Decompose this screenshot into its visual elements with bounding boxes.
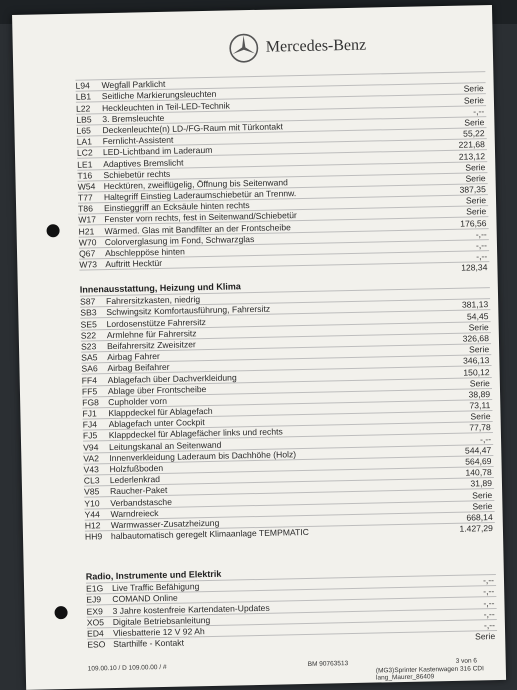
option-description: Wärmed. Glas mit Bandfilter an der Frontscheibe	[104, 221, 291, 236]
brand-logo	[227, 30, 366, 65]
option-description: Wegfall Parklicht	[101, 79, 166, 91]
option-description: Klappdeckel für Ablagefächer links und rechts	[108, 426, 283, 441]
punch-hole	[46, 224, 59, 237]
option-description: Hecktüren, zweiflügelig, Öffnung bis Seitenwand	[103, 177, 288, 192]
option-code: E1G	[85, 583, 104, 594]
option-description: Ablagefach über Dachverkleidung	[107, 371, 237, 385]
option-description: Fenster vorn rechts, fest in Seitenwand/Schiebetür	[104, 210, 297, 225]
brand-name: Mercedes-Benz	[265, 36, 367, 56]
option-description: Vliesbatterie 12 V 92 Ah	[112, 626, 205, 638]
option-description: Einstieggriff an Ecksäule hinten rechts	[104, 200, 250, 214]
option-price: 564,69	[465, 456, 492, 467]
option-code: LC2	[76, 147, 93, 159]
option-description: Haltegriff Einstieg Laderaumschiebetür an Trennw.	[103, 188, 297, 203]
option-description: Adaptives Bremslicht	[103, 156, 184, 169]
option-description: Lordosenstütze Fahrersitz	[106, 316, 206, 329]
punch-hole	[54, 606, 67, 619]
option-description: Klappdeckel für Ablagefach	[108, 405, 213, 419]
option-price: 346,13	[462, 355, 490, 366]
section-title-electrics: Radio, Instrumente und Elektrik	[85, 568, 222, 582]
option-price: 54,45	[466, 310, 489, 322]
option-code: L94	[75, 80, 90, 91]
option-description: Schwingsitz Komfortausführung, Fahrersitz	[106, 304, 271, 318]
option-description: Airbag Fahrer	[107, 351, 160, 363]
option-price: 73,11	[469, 400, 491, 411]
option-description: Cupholder vorn	[108, 395, 168, 407]
footer-model: (MG3)Sprinter Kastenwagen 316 CDI lang_Maurer_86409	[375, 665, 484, 682]
option-description: Starthilfe - Kontakt	[113, 637, 185, 650]
option-price: Serie	[468, 321, 489, 333]
option-code: ED4	[86, 628, 104, 639]
option-price: Serie	[464, 117, 485, 128]
option-description: Airbag Beifahrer	[107, 362, 170, 374]
option-price: 176,56	[460, 217, 487, 229]
option-price: -,--	[483, 608, 495, 620]
option-code: LB5	[76, 114, 92, 125]
option-code: HH9	[84, 531, 103, 542]
option-code: T77	[77, 192, 93, 203]
option-price: Serie	[463, 94, 485, 106]
option-price: Serie	[472, 500, 493, 512]
option-code: S87	[79, 296, 96, 307]
options-list-exterior	[75, 71, 489, 281]
option-description: Innenverkleidung Laderaum bis Dachhöhe (Holz)	[109, 448, 297, 463]
option-description: Warndreieck	[110, 507, 159, 519]
option-price: 213,12	[458, 150, 486, 162]
option-description: Digitale Betriebsanleitung	[112, 614, 211, 627]
option-code: T86	[78, 203, 94, 214]
option-code: H12	[84, 520, 101, 531]
option-code: CL3	[83, 475, 100, 486]
option-description: Warmwasser-Zusatzheizung	[110, 517, 220, 531]
option-code: XO5	[86, 616, 105, 628]
option-price: 140,78	[465, 467, 492, 478]
option-price: Serie	[463, 83, 484, 94]
option-code: SB3	[80, 307, 97, 319]
option-code: FF5	[81, 386, 98, 397]
option-code: V94	[83, 441, 99, 453]
option-code: EJ9	[86, 594, 102, 605]
option-code: W70	[78, 237, 97, 248]
option-price: 668,14	[466, 512, 493, 523]
option-price: 31,89	[470, 478, 493, 489]
option-price: Serie	[470, 411, 491, 422]
option-code: T16	[77, 170, 93, 181]
option-price: 1.427,29	[459, 523, 494, 534]
option-price: Serie	[465, 173, 486, 184]
option-code: L22	[75, 102, 91, 114]
option-code: LA1	[76, 136, 93, 147]
option-price: Serie	[465, 195, 487, 206]
option-description: Colorverglasung im Fond, Schwarzglas	[104, 233, 255, 247]
option-description: halbautomatisch geregelt Klimaanlage TEMPMATIC	[110, 527, 309, 542]
option-price: -,--	[479, 433, 492, 444]
option-price: Serie	[468, 344, 490, 355]
option-code: L65	[76, 125, 91, 136]
option-price: 55,22	[463, 128, 485, 139]
option-code: SE5	[80, 318, 97, 330]
option-price: -,--	[482, 575, 495, 586]
option-price: Serie	[472, 489, 493, 501]
footer-reference: 109.00.10 / D 109.00.00 / #	[87, 663, 167, 673]
options-list-electrics	[86, 574, 497, 650]
option-code: FF4	[81, 374, 98, 386]
option-description: Lederlenkrad	[109, 474, 161, 486]
option-price: -,--	[483, 597, 495, 608]
option-price: 387,35	[459, 184, 486, 195]
option-description: Holzfußboden	[109, 462, 164, 475]
option-code: EX9	[86, 605, 103, 617]
option-price: Serie	[466, 206, 487, 217]
option-code: SA5	[81, 352, 98, 363]
option-price: -,--	[475, 240, 488, 251]
option-price: 221,68	[458, 139, 485, 151]
option-code: W54	[77, 181, 96, 192]
option-description: COMAND Online	[112, 593, 178, 605]
option-code: FJ1	[82, 408, 97, 419]
option-description: Seitliche Markierungsleuchten	[101, 89, 217, 102]
option-description: 3. Bremsleuchte	[102, 112, 165, 124]
option-description: Schiebetür rechts	[103, 168, 171, 180]
option-description	[106, 274, 424, 281]
option-code: S23	[80, 341, 97, 352]
option-description: Armlehne für Fahrersitz	[106, 327, 197, 340]
option-code: W73	[79, 259, 98, 270]
option-price: -,--	[483, 586, 495, 597]
option-code: FJ4	[82, 419, 98, 430]
footer-bm: BM 90763513	[307, 660, 349, 668]
option-price: Serie	[465, 161, 486, 173]
option-code: Y44	[84, 509, 100, 520]
option-code: Y10	[84, 497, 100, 509]
option-description: Verbandstasche	[110, 496, 173, 508]
option-price: -,--	[483, 619, 496, 631]
section-title-interior: Innenausstattung, Heizung und Klima	[79, 281, 241, 295]
option-description: Beifahrersitz Zweisitzer	[106, 339, 196, 352]
option-price: 150,12	[463, 366, 490, 378]
option-code: FG8	[82, 397, 100, 408]
option-description: Auftritt Hecktür	[105, 258, 163, 270]
option-price: -,--	[476, 251, 488, 262]
option-description: Ablagefach unter Cockpit	[108, 417, 205, 430]
option-price: 77,78	[469, 422, 491, 433]
option-code: H21	[78, 225, 95, 237]
footer-page-number: 3 von 6	[455, 657, 478, 665]
option-price: 544,47	[464, 444, 492, 456]
document-page	[12, 5, 506, 690]
option-code: V85	[83, 486, 100, 497]
option-price: -,--	[475, 228, 487, 240]
option-code: W17	[78, 214, 97, 226]
option-code: ESO	[87, 639, 106, 650]
option-description: Ablage über Frontscheibe	[107, 383, 207, 396]
option-price: 381,13	[461, 299, 489, 311]
option-price: 128,34	[461, 262, 488, 274]
option-code: SA6	[81, 363, 98, 374]
option-description: Live Traffic Befähigung	[111, 581, 200, 594]
option-description: Heckleuchten in Teil-LED-Technik	[101, 100, 230, 113]
option-price: 326,68	[462, 333, 490, 344]
option-code: FJ5	[82, 430, 98, 442]
option-description: 3 Jahre kostenfreie Kartendaten-Updates	[112, 602, 270, 616]
option-description: Fahrersitzkasten, niedrig	[105, 294, 201, 307]
option-price: -,--	[473, 105, 485, 117]
option-description: Raucher-Paket	[109, 485, 168, 497]
option-code: V43	[83, 464, 99, 475]
option-description: Leitungskanal an Seitenwand	[109, 439, 222, 452]
option-price: 38,89	[468, 388, 491, 400]
option-price: Serie	[469, 377, 490, 389]
option-description: Fernlicht-Assistent	[102, 134, 174, 147]
mercedes-star-icon	[227, 32, 260, 65]
option-code	[80, 280, 106, 281]
option-code: S22	[80, 330, 97, 341]
option-price: Serie	[475, 631, 496, 642]
option-description: LED-Lichtband im Laderaum	[102, 145, 213, 158]
option-code: LE1	[77, 158, 93, 170]
option-code: Q67	[78, 248, 96, 259]
options-list-interior	[80, 287, 495, 542]
option-code: LB1	[75, 91, 92, 103]
option-description: Abschleppöse hinten	[104, 246, 185, 259]
option-description: Deckenleuchte(n) LD-/FG-Raum mit Türkontakt	[102, 121, 283, 136]
option-code: VA2	[83, 453, 100, 464]
